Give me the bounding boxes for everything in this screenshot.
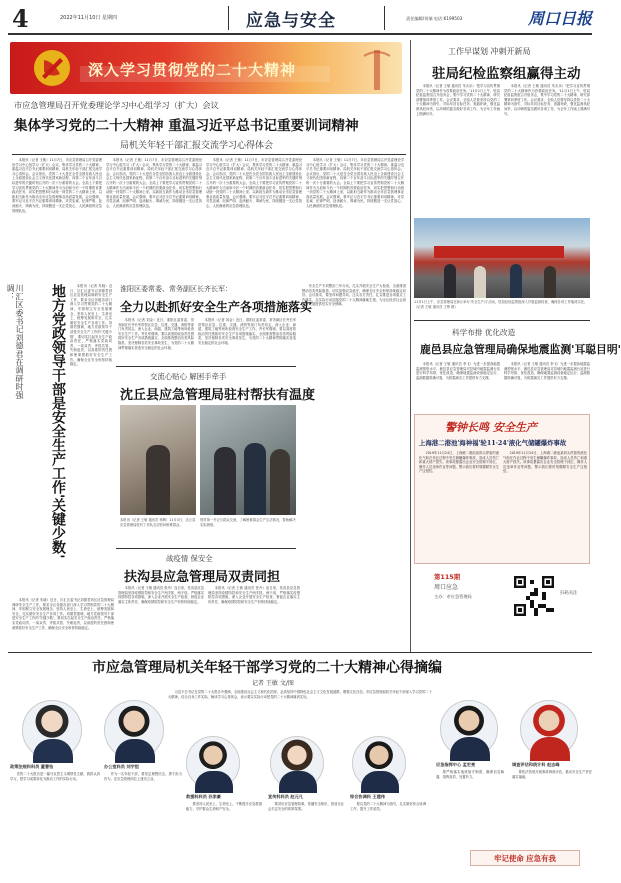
luyi-headline: 鹿邑县应急管理局确保地震监测'耳聪目明' — [420, 343, 621, 356]
huaiyang-body-2: 本报讯（记者 刘金）近日，淮阳区委常委、常务副区长齐长军带领区应急、住建、交通、消防等部门负责同志，深入企业、商超、建筑工地等场所检查安全生产工作。齐长军强调，要以高度的政治责任感抓好安全生产各项措施落实，全面排查整治各类风险隐患，坚决遏制各类安全事故发生，为党的二十大精神贯彻落实营造安全稳定的社会环境。 — [198, 318, 296, 345]
page-number: 4 — [12, 4, 29, 33]
shenqiu-kicker: 交流心贴心 解困手牵手 — [150, 372, 227, 381]
weekly-issue: 第115期 — [434, 573, 461, 581]
lead-body-col-4: 本报讯（记者 王敏）11月7日，市应急管理局召开党委理论学习中心组学习（扩大）会议，集体学习党的二十大精神，重温习近平总书记重要训词精神，局机关年轻干部汇报交流学习心得体会。会议指出，党的二十大是在全党全国各族人民迈上全面建设社会主义现代化国家新征程、向第二个百年奋斗目标进军的关键时刻召开的一次十分重要的大会。全局上下要把学习宣传贯彻党的二十大精神作为当前和今后一个时期的首要政治任务，切实把思想和行动统一到党的二十大精神上来，以新担当新作为推动全市应急管理事业高质量发展。会议强调，要牢记习近平总书记重要训词精神，对党忠诚、纪律严明、赴汤蹈火、竭诚为民，持续锻造一支让党放心、人民满意的应急管理队伍。 — [306, 158, 404, 208]
person-portrait — [520, 700, 578, 758]
left-column-headline: 地方党政领导干部是安全生产工作'关键少数' — [50, 284, 66, 559]
banner-title: 深入学习贯彻党的二十大精神 — [88, 61, 297, 79]
lead-body-col-1: 本报讯（记者 王敏）11月7日，市应急管理局召开党委理论学习中心组学习（扩大）会议，集体学习党的二十大精神，重温习近平总书记重要训词精神，局机关年轻干部汇报交流学习心得体会。会议指出，党的二十大是在全党全国各族人民迈上全面建设社会主义现代化国家新征程、向第二个百年奋斗目标进军的关键时刻召开的一次十分重要的大会。全局上下要把学习宣传贯彻党的二十大精神作为当前和今后一个时期的首要政治任务，切实把思想和行动统一到党的二十大精神上来，以新担当新作为推动全市应急管理事业高质量发展。会议强调，要牢记习近平总书记重要训词精神，对党忠诚、纪律严明、赴汤蹈火、竭诚为民，持续锻造一支让党放心、人民满意的应急管理队伍。 — [12, 158, 102, 213]
person-name: 宣传科科员 赵元凡 — [268, 794, 303, 799]
person-quote: 要严格落实值班值守制度，确保信息畅通、指挥高效、处置有力。 — [436, 770, 504, 779]
shenqiu-caption-right: 驻村第一书记与群众交流，了解困难群众生产生活情况，帮助解决实际困难。 — [200, 518, 296, 527]
person-figure — [474, 266, 486, 298]
right-top-caption: 11月1日上午，应急管理局在商丘举办‘安全生产月’活动，驻局纪检监察组深入开展监督检查，确保各项工作落到实处。（记者 王敏 通讯员 王铮 摄） — [414, 300, 588, 309]
person-name: 综合协调科 王建伟 — [350, 794, 385, 799]
left-column-body-lower: 本报讯（记者 朱晓）近日，川汇区委书记刘德君到区应急管理局调研安全生产工作，要求全区各级各部门深入学习贯彻党的二十大精神，牢固树立安全发展理念，坚持人民至上、生命至上，统筹发展和安全，扎实做好安全生产各项工作。刘德君强调，地方党政领导干部是安全生产工作的'关键少数'，要切实扛起安全生产政治责任，严格落实党政同责、一岗双责、齐抓共管、失职追责，以高度的责任感和使命感抓好安全生产工作，确保全区安全形势持续稳定。 — [12, 598, 114, 630]
propaganda-headline: 上海港二港池'海神福'轮11·24'液化气储罐爆炸事故 — [419, 439, 567, 447]
weekly-label: 周口应急 — [434, 584, 459, 591]
shenqiu-photo-right — [200, 405, 296, 515]
person-quote: 要以党的二十大精神为指引，扎实做好综合协调工作，提升工作质效。 — [350, 802, 426, 811]
qr-caption: 扫码关注 — [560, 591, 578, 596]
bottom-byline: 记者 王敏 文/图 — [252, 680, 294, 687]
masthead-rule — [8, 33, 592, 35]
person-portrait — [186, 736, 240, 790]
newspaper-logo: 周口日报 — [528, 9, 593, 28]
bottom-rule — [8, 652, 592, 653]
lead-subhead: 局机关年轻干部汇报交流学习心得体会 — [120, 141, 274, 151]
right-column-rule — [410, 40, 411, 652]
uniform-shape — [279, 771, 317, 793]
lead-headline: 集体学习党的二十大精神 重温习近平总书记重要训词精神 — [14, 118, 359, 134]
qr-code-icon[interactable] — [514, 576, 554, 616]
person-portrait — [104, 700, 164, 760]
masthead-date: 2022年11月10日 星期四 — [60, 15, 118, 21]
banner — [10, 42, 402, 94]
lead-kicker: 市应急管理局召开党委理论学习中心组学习（扩大）会议 — [14, 100, 219, 110]
luyi-body-1: 本报讯（记者 王敏 通讯员 李飞）为进一步提高地震监测预报水平，鹿邑县应急管理局对县域内地震监测台站进行科学布排、优化改造，确保地震监测设备稳定运行，监测数据准确可靠，为防震减灾工作提供有力支撑。 — [416, 362, 500, 380]
fugou-kicker: 战疫情 保安全 — [166, 554, 213, 563]
masthead-editor: 责任编辑/刘瑞 电话:6199503 — [406, 16, 463, 21]
fugou-headline: 扶沟县应急管理局双责同担 — [124, 570, 281, 585]
person-name: 应急指挥中心 孟宏亮 — [436, 762, 476, 767]
person-quote: 要坚持人民至上、生命至上，不断提升应急救援能力，守护群众生命财产安全。 — [186, 802, 262, 811]
luyi-rule — [414, 320, 590, 321]
person-figure — [544, 266, 556, 298]
masthead-section-rule — [384, 6, 385, 30]
person-quote: 要依法依规开展事故调查评估，推动安全生产责任落实落地。 — [512, 770, 592, 779]
person-figure — [444, 264, 456, 298]
person-portrait — [270, 736, 324, 790]
lead-rule — [12, 154, 406, 155]
huaiyang-kicker: 淮阳区委常委、常务副区长齐长军： — [120, 285, 232, 293]
luyi-body-2: 本报讯（记者 王敏 通讯员 李飞）为进一步提高地震监测预报水平，鹿邑县应急管理局对县域内地震监测台站进行科学布排、优化改造，确保地震监测设备稳定运行，监测数据准确可靠，为防震减灾工作提供有力支撑。 — [504, 362, 590, 380]
person-name: 救援科科员 孙家豪 — [186, 794, 221, 799]
person-portrait — [22, 700, 82, 760]
masthead — [8, 4, 592, 32]
propaganda-box — [414, 414, 590, 564]
lead-body-col-2: 本报讯（记者 王敏）11月7日，市应急管理局召开党委理论学习中心组学习（扩大）会议，集体学习党的二十大精神，重温习近平总书记重要训词精神，局机关年轻干部汇报交流学习心得体会。会议指出，党的二十大是在全党全国各族人民迈上全面建设社会主义现代化国家新征程、向第二个百年奋斗目标进军的关键时刻召开的一次十分重要的大会。全局上下要把学习宣传贯彻党的二十大精神作为当前和今后一个时期的首要政治任务，切实把思想和行动统一到党的二十大精神上来，以新担当新作为推动全市应急管理事业高质量发展。会议强调，要牢记习近平总书记重要训词精神，对党忠诚、纪律严明、赴汤蹈火、竭诚为民，持续锻造一支让党放心、人民满意的应急管理队伍。 — [106, 158, 202, 208]
person-quote: 要讲好应急管理故事，传播安全知识，营造全社会关注安全的浓厚氛围。 — [268, 802, 344, 811]
shenqiu-rule — [116, 366, 296, 367]
party-emblem-icon — [32, 48, 72, 88]
uniform-shape — [195, 771, 233, 793]
person-name: 调查评估和统计科 赵志峰 — [512, 762, 560, 767]
uniform-shape — [530, 737, 570, 761]
right-top-photo — [414, 218, 590, 298]
person-name: 政策法规科科员 董曹怡 — [10, 764, 54, 769]
right-top-body-1: 本报讯（记者 王敏 通讯员 朱永乐）'把学习宣传贯彻党的二十大精神作为首要政治任务。'11月1日上午，驻局纪检监察组召开组务会，集中学习党的二十大精神，研究部署第四季度工作。会议要求，全组人员要坚持以党的二十大精神为指引，对标年初目标任务，查漏补缺，强化监督执纪问责，以冲刺的姿态做好各项工作，为全年工作画上圆满句号。 — [416, 84, 500, 116]
person-figure — [146, 445, 170, 515]
left-column-kicker: 川汇区委书记刘德君在调研时强调： — [6, 284, 25, 399]
section-title: 应急与安全 — [246, 11, 336, 31]
propaganda-body-2: 2019年11月24日，上海港二港池某码头停靠的液化气船在作业过程中发生储罐爆炸事故，造成人员伤亡和重大财产损失。该事故暴露出企业安全管理不到位、操作人员违章作业等问题，警示我们要时刻绷紧安全生产这根弦。 — [503, 451, 587, 474]
huabiao-pillar-icon — [360, 46, 394, 92]
right-top-kicker: 工作早谋划 冲刺开新局 — [448, 47, 531, 56]
banner-shape — [434, 246, 564, 258]
bottom-headline: 市应急管理局机关年轻干部学习党的二十大精神心得摘编 — [92, 660, 442, 676]
propaganda-body-1: 2019年11月24日，上海港二港池某码头停靠的液化气船在作业过程中发生储罐爆炸事故，造成人员伤亡和重大财产损失。该事故暴露出企业安全管理不到位、操作人员违章作业等问题，警示我们要时刻绷紧安全生产这根弦。 — [419, 451, 499, 474]
uniform-shape — [450, 737, 490, 761]
luyi-kicker: 科学布排 优化改造 — [452, 328, 516, 337]
person-figure — [510, 264, 522, 298]
person-name: 办公室科员 刘宇恒 — [104, 764, 139, 769]
uniform-shape — [115, 739, 155, 763]
shenqiu-caption-left: 本报讯（记者 王敏 通讯员 杨辉）11月3日，沈丘县应急管理局驻村工作队走访慰问困难群众。 — [120, 518, 196, 527]
right-top-body-2: 本报讯（记者 王敏 通讯员 朱永乐）'把学习宣传贯彻党的二十大精神作为首要政治任务。'11月1日上午，驻局纪检监察组召开组务会，集中学习党的二十大精神，研究部署第四季度工作。会议要求，全组人员要坚持以党的二十大精神为指引，对标年初目标任务，查漏补缺，强化监督执纪问责，以冲刺的姿态做好各项工作，为全年工作画上圆满句号。 — [504, 84, 590, 116]
propaganda-title: 警钟长鸣 安全生产 — [445, 421, 537, 434]
person-quote: 作为一名年轻干部，要坚定理想信念，勇于担当作为，在应急管理岗位上建功立业。 — [104, 772, 182, 781]
person-quote: 党的二十大报告是一篇马克思主义纲领性文献，我将认真学习，把学习成果转化为推动工作的实际行动。 — [10, 772, 100, 781]
shenqiu-headline: 沈丘县应急管理局驻村帮扶有温度 — [120, 388, 316, 403]
person-portrait — [352, 736, 406, 790]
lead-body-col-3: 本报讯（记者 王敏）11月7日，市应急管理局召开党委理论学习中心组学习（扩大）会议，集体学习党的二十大精神，重温习近平总书记重要训词精神，局机关年轻干部汇报交流学习心得体会。会议指出，党的二十大是在全党全国各族人民迈上全面建设社会主义现代化国家新征程、向第二个百年奋斗目标进军的关键时刻召开的一次十分重要的大会。全局上下要把学习宣传贯彻党的二十大精神作为当前和今后一个时期的首要政治任务，切实把思想和行动统一到党的二十大精神上来，以新担当新作为推动全市应急管理事业高质量发展。会议强调，要牢记习近平总书记重要训词精神，对党忠诚、纪律严明、赴汤蹈火、竭诚为民，持续锻造一支让党放心、人民满意的应急管理队伍。 — [206, 158, 302, 208]
right-top-headline: 驻局纪检监察组赢得主动 — [432, 66, 581, 82]
weekly-box — [414, 570, 590, 648]
person-figure — [270, 449, 290, 515]
uniform-shape — [361, 771, 399, 793]
uniform-shape — [33, 739, 73, 763]
masthead-section-rule — [228, 6, 229, 30]
fugou-body-2: 本报讯（记者 王敏 通讯员 张丹）连日来，扶沟县应急管理局坚持疫情防控和安全生产两手抓、两不误，严格落实疫情防控各项措施，深入企业开展安全生产检查，督促企业落实主体责任，确保疫情防控和安全生产形势持续稳定。 — [208, 586, 300, 604]
person-figure — [214, 447, 236, 515]
shenqiu-photo-left — [120, 405, 196, 515]
person-portrait — [440, 700, 498, 758]
person-figure — [244, 443, 266, 515]
huaiyang-body-1: 本报讯（记者 刘金）近日，淮阳区委常委、常务副区长齐长军带领区应急、住建、交通、消防等部门负责同志，深入企业、商超、建筑工地等场所检查安全生产工作。齐长军强调，要以高度的政治责任感抓好安全生产各项措施落实，全面排查整治各类风险隐患，坚决遏制各类安全事故发生，为党的二十大精神贯彻落实营造安全稳定的社会环境。 — [118, 318, 194, 350]
left-column-body: 本报讯（记者 朱晓）近日，川汇区委书记刘德君到区应急管理局调研安全生产工作，要求全区各级各部门深入学习贯彻党的二十大精神，牢固树立安全发展理念，坚持人民至上、生命至上，统筹发展和安全，扎实做好安全生产各项工作。刘德君强调，地方党政领导干部是安全生产工作的'关键少数'，要切实扛起安全生产政治责任，严格落实党政同责、一岗双责、齐抓共管、失职追责，以高度的责任感和使命感抓好安全生产工作，确保全区安全形势持续稳定。 — [70, 284, 112, 367]
fugou-rule — [116, 548, 296, 549]
huaiyang-headline: 全力以赴抓好安全生产各项措施落实 — [120, 300, 313, 314]
fugou-body-1: 本报讯（记者 王敏 通讯员 张丹）连日来，扶沟县应急管理局坚持疫情防控和安全生产两手抓、两不误，严格落实疫情防控各项措施，深入企业开展安全生产检查，督促企业落实主体责任，确保疫情防控和安全生产形势持续稳定。 — [118, 586, 204, 604]
weekly-supervisors: 主办：市应急管理局 — [434, 594, 472, 599]
bottom-slogan: 牢记使命 应急有我 — [470, 850, 580, 866]
bottom-intro: 习近平总书记在党的二十大报告中强调，全面建设社会主义现代化国家，必须坚持中国特色社会主义文化发展道路，增强文化自信。市应急管理局机关年轻干部深入学习党的二十大精神，结合自身工作实际，畅谈学习心得体会，表示要以实际行动把党的二十大精神落到实处。 — [168, 690, 432, 699]
middle-column-body: 安全生产专项整治三年行动，扎实开展安全生产大检查，全面排查整治各类风险隐患，切实加强应急值守，确保全区安全形势持续稳定向好。会议要求，要坚持问题导向，压实各方责任，扎实推进各项重点工作落实，以实际行动迎接党的二十大精神落地生根，为全区经济社会高质量发展提供坚实安全保障。 — [302, 284, 406, 307]
